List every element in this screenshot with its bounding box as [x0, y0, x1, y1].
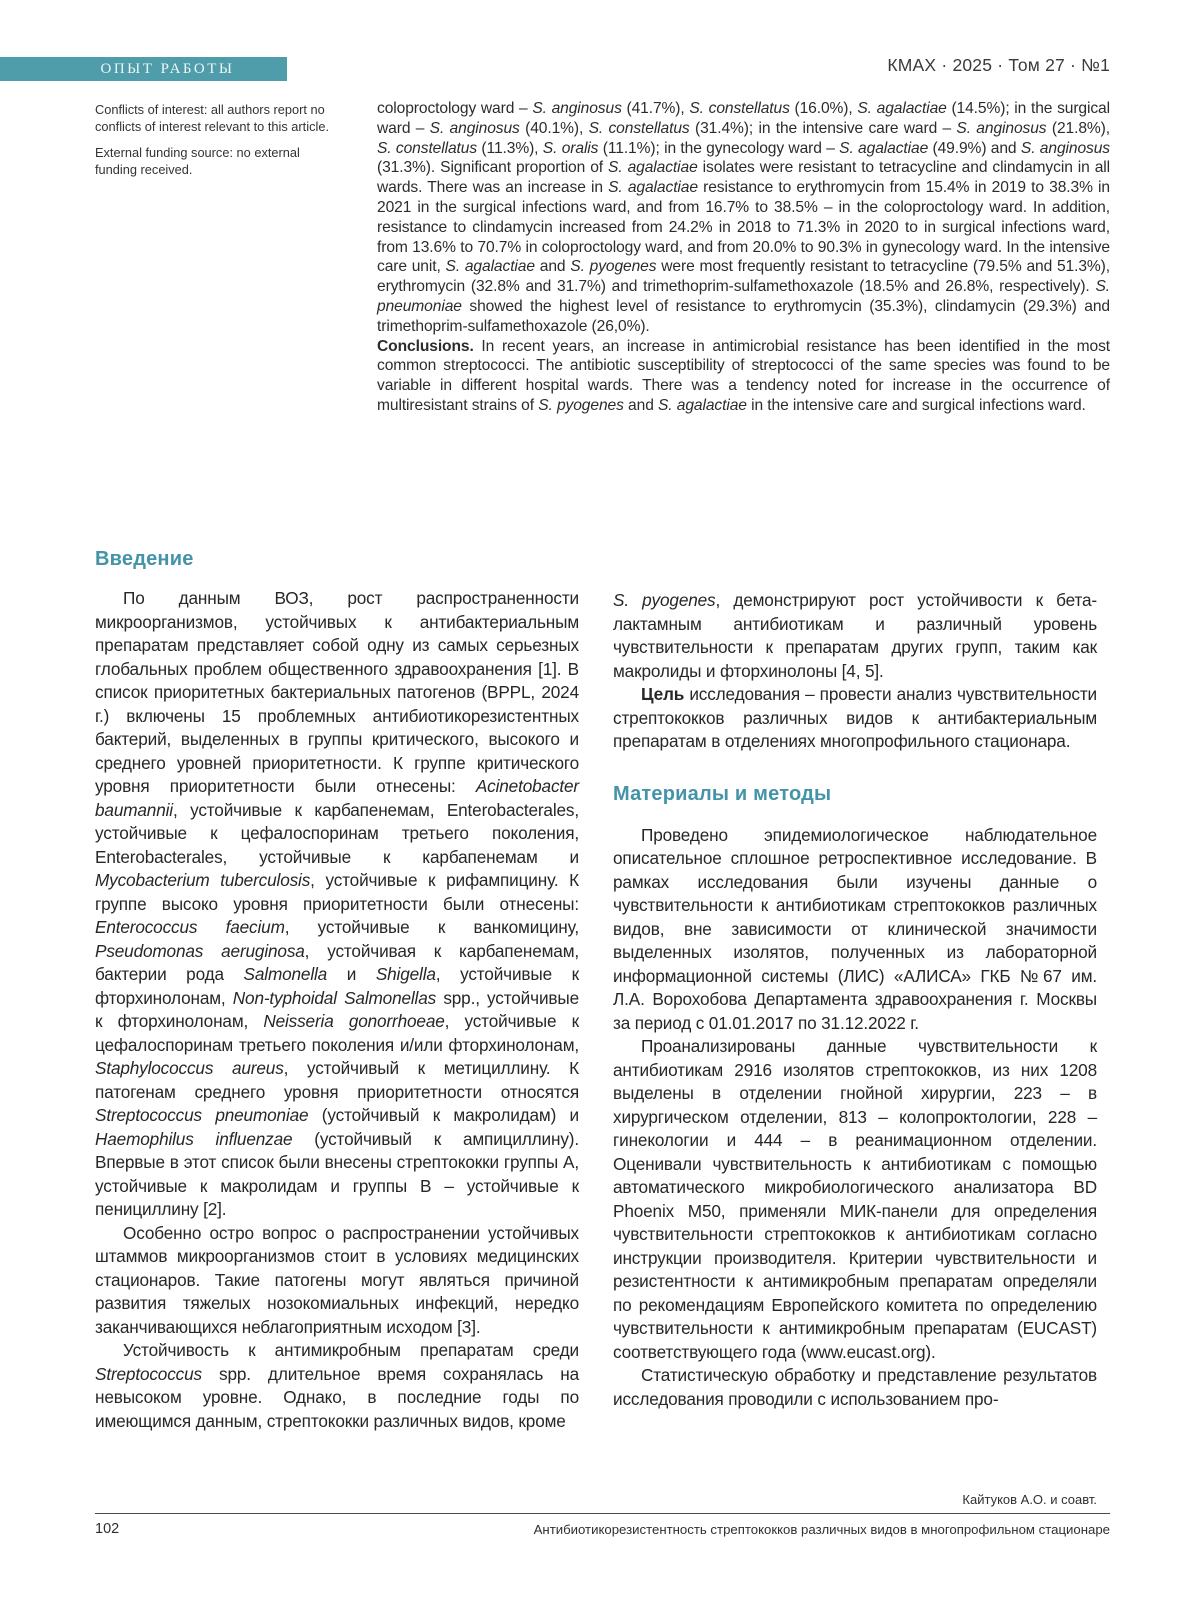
footer-running-title: Антибиотикорезистентность стрептококков различных видов в многопрофильном стационаре [533, 1522, 1110, 1537]
introduction-heading: Введение [95, 548, 194, 570]
methods-paragraph-2: Проанализированы данные чувствительности к антибиотикам 2916 изолятов стрептококков, из них 1208 выделены в отделении гнойной хирургии, 223 – в хирургическом отделении, 813 – колопроктологии, 228 – гинекологии и 444 – в реанимационном отделении. Оценивали чувствительность к антибиотикам с помощью автоматического микробиологического анализатора BD Phoenix M50, применяли МИК-панели для определения чувствительности стрептококков к антибиотикам согласно инструкции производителя. Критерии чувствительности и резистентности к антимикробным препаратам определяли по рекомендациям Европейского комитета по определению чувствительности к антимикробным препаратам (EUCAST) соответствующего года (www.eucast.org). [613, 1036, 1097, 1362]
footer-page-number: 102 [95, 1521, 120, 1537]
journal-reference: КМАХ · 2025 · Том 27 · №1 [887, 55, 1110, 75]
intro-paragraph-1: По данным ВОЗ, рост распространенности микроорганизмов, устойчивых к антибактериальным препаратам представляет собой одну из самых серьезных глобальных проблем общественного здравоохранения [1]. В список приоритетных бактериальных патогенов (BPPL, 2024 г.) включены 15 проблемных антибиотикорезистентных бактерий, выделенных в группы критического, высокого и среднего уровней приоритетности. К группе критического уровня приоритетности были отнесены: Acinetobacter baumannii, устойчивые к карбапенемам, Enterobacterales, устойчивые к цефалоспоринам третьего поколения, Enterobacterales, устойчивые к карбапенемам и Mycobacterium tuberculosis, устойчивые к рифампицину. К группе высоко уровня приоритетности были отнесены: Enterococcus faecium, устойчивые к ванкомицину, Pseudomonas aeruginosa, устойчивая к карбапенемам, бактерии рода Salmonella и Shigella, устойчивые к фторхинолонам, Non-typhoidal Salmonellas spp., устойчивые к фторхинолонам, Neisseria gonorrhoeae, устойчивые к цефалоспоринам третьего поколения и/или фторхинолонам, Staphylococcus aureus, устойчивый к метициллину. К патогенам среднего уровня приоритетности относятся Streptococcus pneumoniae (устойчивый к макролидам) и Haemophilus influenzae (устойчивый к ампициллину). Впервые в этот список были внесены стрептококки группы А, устойчивые к макролидам и группы B – устойчивые к пенициллину [2]. [95, 588, 580, 1219]
section-badge: ОПЫТ РАБОТЫ [0, 57, 287, 81]
body-column-right [613, 548, 1097, 1411]
intro-paragraph-3-continued: S. pyogenes, демонстрируют рост устойчивости к бета-лактамным антибиотикам и различный уровень чувствительности к препаратам других групп, таким как макролиды и фторхинолоны [4, 5]. [613, 590, 1097, 681]
aim-paragraph: Цель исследования – провести анализ чувствительности стрептококков различных видов к антибактериальным препаратам в отделениях многопрофильного стационара. [613, 684, 1097, 751]
abstract-block [377, 99, 1110, 416]
intro-paragraph-3: Устойчивость к антимикробным препаратам среди Streptococcus spp. длительное время сохранялась на невысоком уровне. Однако, в последние годы по имеющимся данным, стрептококки различных видов, кроме [95, 1340, 579, 1431]
intro-paragraph-2: Особенно остро вопрос о распространении устойчивых штаммов микроорганизмов стоит в условиях медицинских стационаров. Такие патогены могут являться причиной развития тяжелых нозокомиальных инфекций, нередко заканчивающихся неблагоприятным исходом [3]. [95, 1222, 579, 1337]
methods-paragraph-1: Проведено эпидемиологическое наблюдательное описательное сплошное ретроспективное исследование. В рамках исследования были изучены данные о чувствительности к антибиотикам стрептококков различных видов, вне зависимости от клинической значимости выделенных изолятов, полученных из лабораторной информационной системы (ЛИС) «АЛИСА» ГКБ №67 им. Л.А. Ворохобова Департамента здравоохранения г. Москвы за период с 01.01.2017 по 31.12.2022 г. [613, 824, 1097, 1033]
funding-note: External funding source: no external funding received. [95, 145, 300, 177]
abstract-results-paragraph: coloproctology ward – S. anginosus (41.7%), S. constellatus (16.0%), S. agalactiae (14.5%); in the surgical ward – S. anginosus (40.1%), S. constellatus (31.4%); in the intensive care ward – S. anginosus (21.8%), S. constellatus (11.3%), S. oralis (11.1%); in the gynecology ward – S. agalactiae (49.9%) and S. anginosus (31.3%). Significant proportion of S. agalactiae isolates were resistant to tetracycline and clindamycin in all wards. There was an increase in S. agalactiae resistance to erythromycin from 15.4% in 2019 to 38.3% in 2021 in the surgical infections ward, and from 16.7% to 38.5% – in the coloproctology ward. In addition, resistance to clindamycin increased from 24.2% in 2018 to 71.3% in 2020 to in surgical infections ward, from 13.6% to 70.7% in coloproctology ward, and from 20.0% to 90.3% in gynecology ward. In the intensive care unit, S. agalactiae and S. pyogenes were most frequently resistant to tetracycline (79.5% and 51.3%), erythromycin (32.8% and 31.7%) and trimethoprim-sulfamethoxazole (18.5% and 26.8%, respectively). S. pneumoniae showed the highest level of resistance to erythromycin (35.3%), clindamycin (29.3%) and trimethoprim-sulfamethoxazole (26,0%). [377, 100, 1111, 335]
footer-divider [95, 1513, 1110, 1514]
methods-paragraph-3: Статистическую обработку и представление результатов исследования проводили с использованием про- [613, 1365, 1097, 1409]
body-column-left [95, 548, 579, 1433]
methods-heading: Материалы и методы [613, 782, 832, 805]
conflicts-note: Conflicts of interest: all authors report no conflicts of interest relevant to this article. [95, 102, 329, 134]
footer-author-note: Кайтуков А.О. и соавт. [962, 1492, 1097, 1507]
abstract-conclusions-paragraph: Conclusions. In recent years, an increase in antimicrobial resistance has been identified in the most common streptococci. The antibiotic susceptibility of streptococci of the same species was found to be variable in different hospital wards. There was a tendency noted for increase in the occurrence of multiresistant strains of S. pyogenes and S. agalactiae in the intensive care and surgical infections ward. [377, 337, 1110, 414]
column-spacer [613, 548, 1097, 589]
margin-notes [95, 101, 343, 187]
